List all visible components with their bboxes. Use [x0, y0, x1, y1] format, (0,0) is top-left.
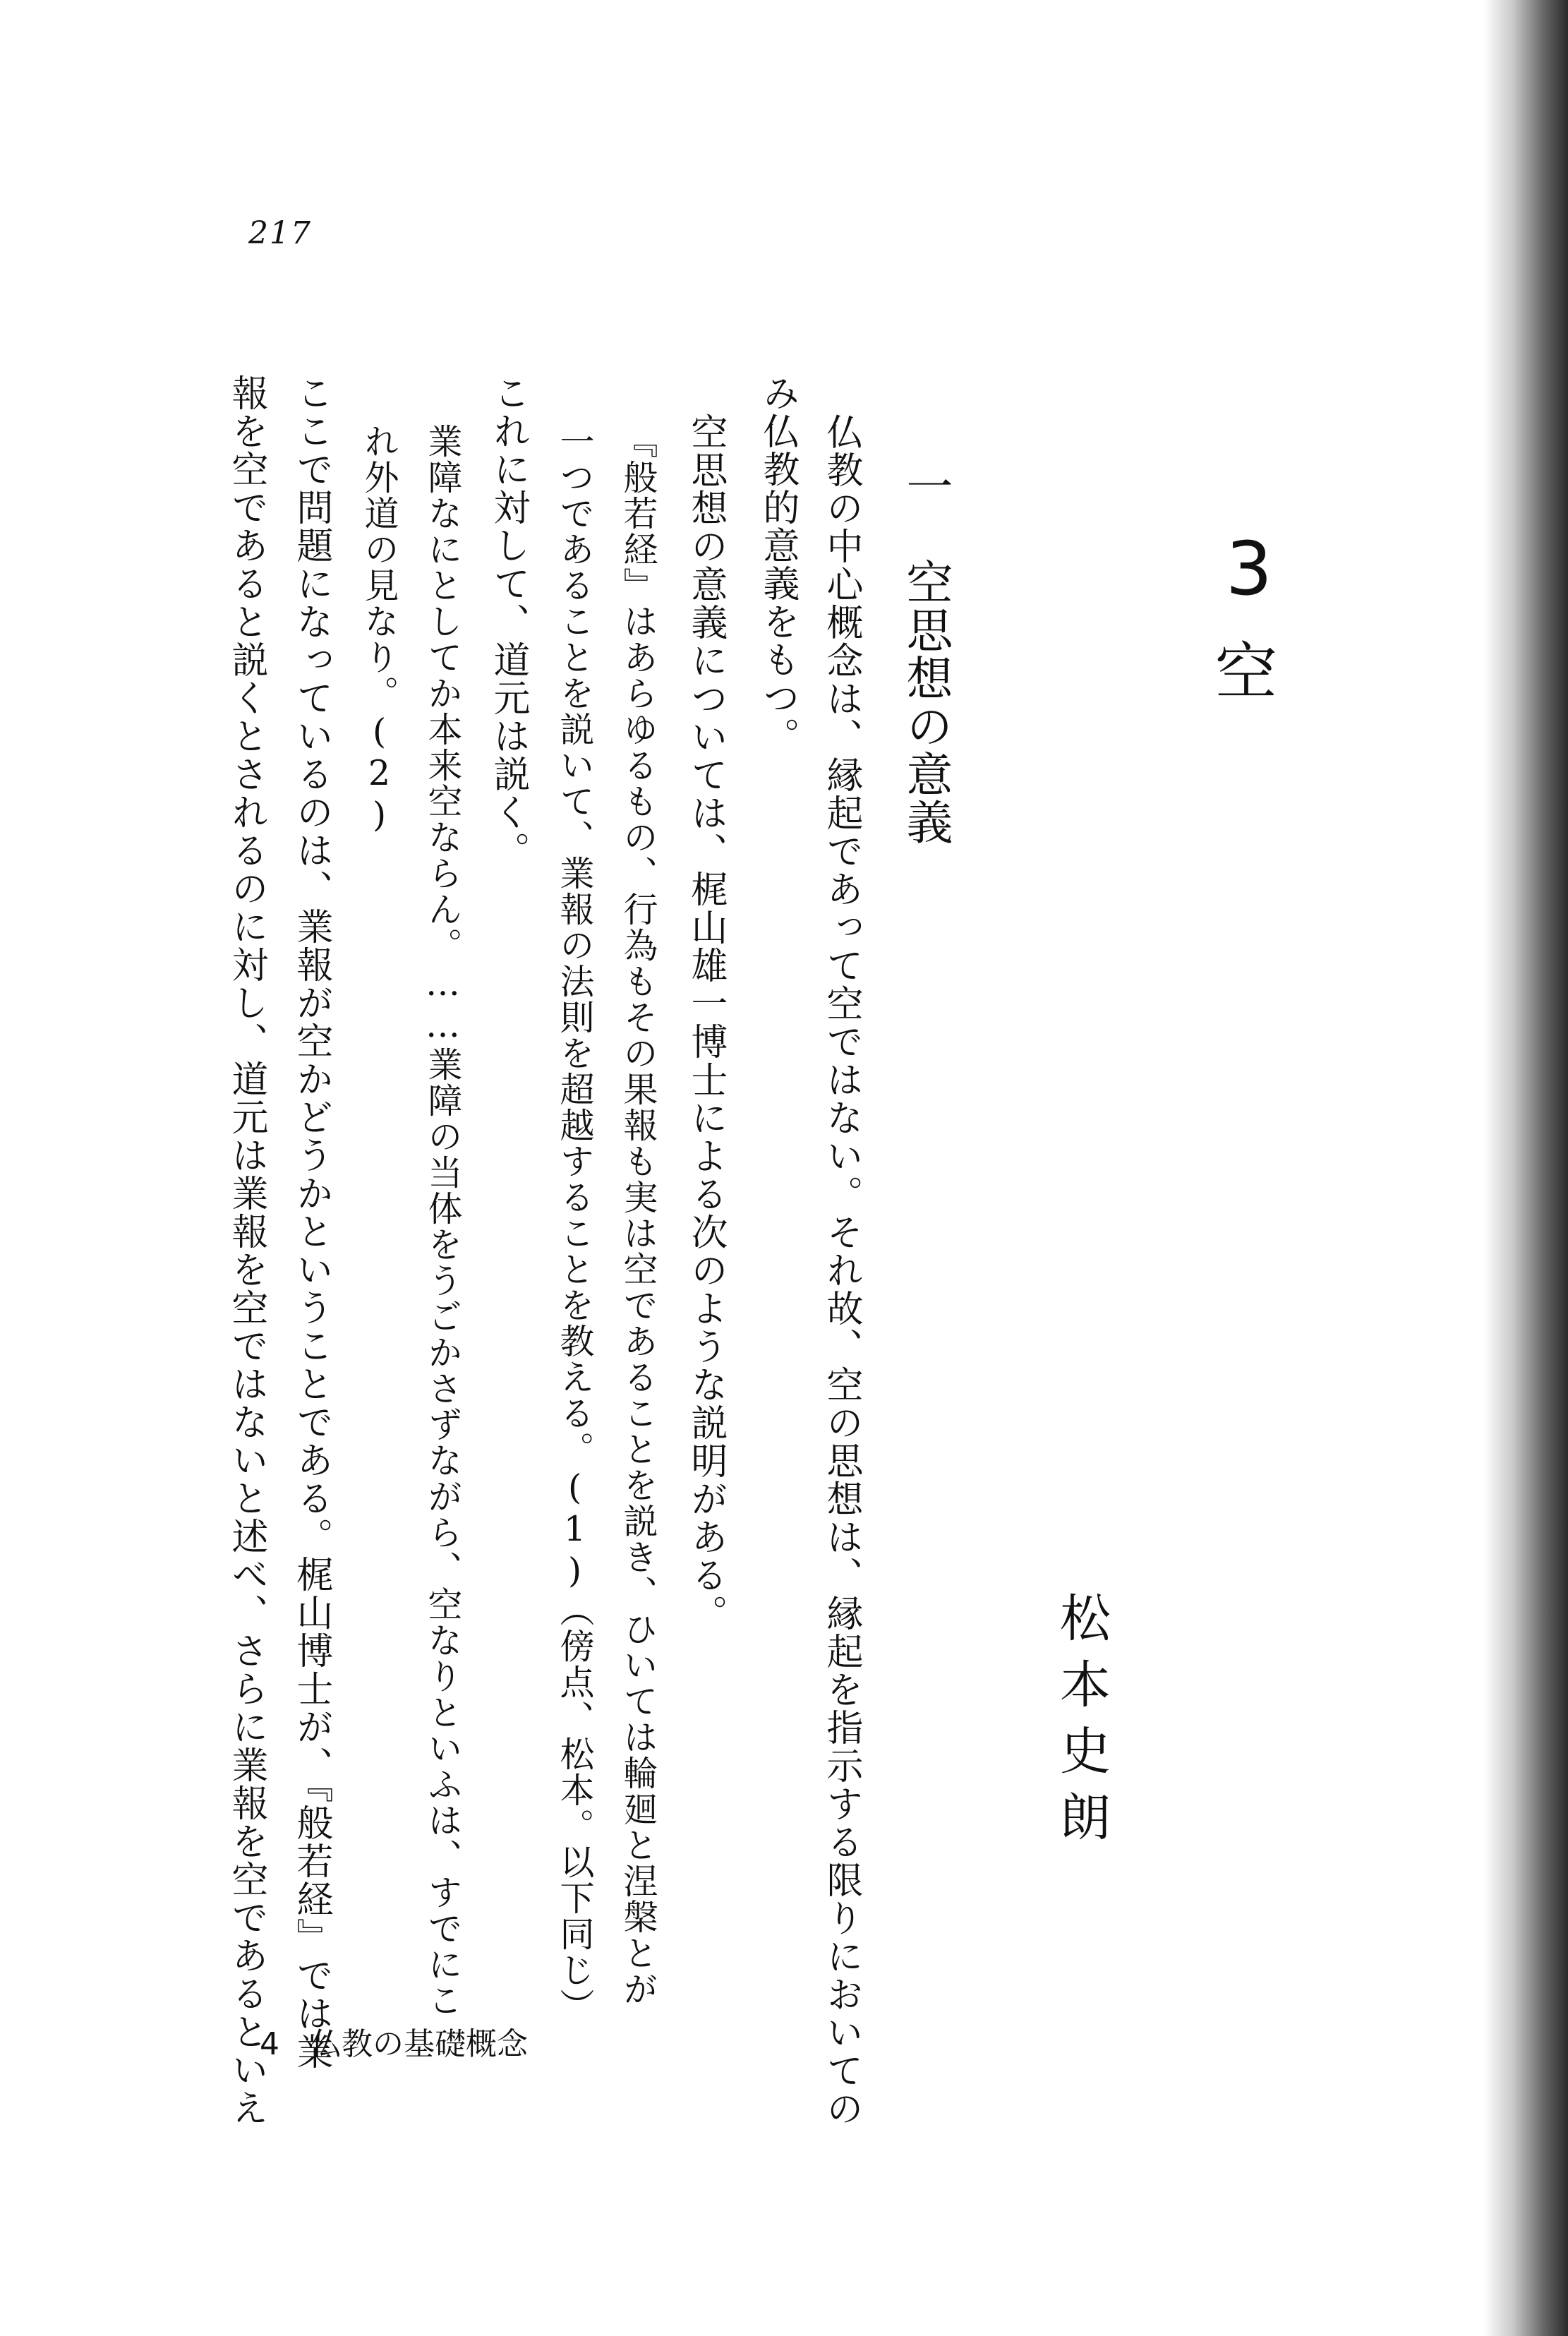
chapter-number: 3 — [1206, 526, 1292, 612]
page-number: 217 — [248, 215, 312, 251]
body-line: み仏教的意義をもつ。 — [756, 374, 799, 755]
author-name: 松本史朗 — [1051, 1591, 1111, 1857]
body-line: これに対して、道元は説く。 — [487, 374, 529, 869]
scan-shadow-edge — [1483, 0, 1568, 2336]
quote-line: れ外道の見なり。(2) — [359, 423, 399, 836]
quote-line: 業障なにとしてか本来空ならん。……業障の当体をうごかさずながら、空なりといふは、すでにこ — [423, 423, 463, 2018]
section-heading: 一 空思想の意義 — [898, 462, 953, 846]
quote-line: 『般若経』はあらゆるもの、行為もその果報も実は空であることを説き、ひいては輪廻と涅槃とが — [618, 423, 658, 2007]
chapter-title: 空 — [1205, 639, 1278, 701]
body-line: 報を空であると説くとされるのに対し、道元は業報を空ではないと述べ、さらに業報を空であるといえ — [225, 374, 267, 2127]
body-line: ここで問題になっているのは、業報が空かどうかということである。梶山博士が、『般若経』では業 — [290, 374, 332, 2071]
body-line: 仏教の中心概念は、縁起であって空ではない。それ故、空の思想は、縁起を指示する限りにおいての — [820, 413, 862, 2128]
body-line: 空思想の意義については、梶山雄一博士による次のような説明がある。 — [685, 413, 727, 1632]
quote-line: 一つであることを説いて、業報の法則を超越することを教える。(1)（傍点、松本。以下同じ） — [555, 423, 595, 2024]
running-footer: 4 仏教の基礎概念 — [260, 2026, 528, 2062]
